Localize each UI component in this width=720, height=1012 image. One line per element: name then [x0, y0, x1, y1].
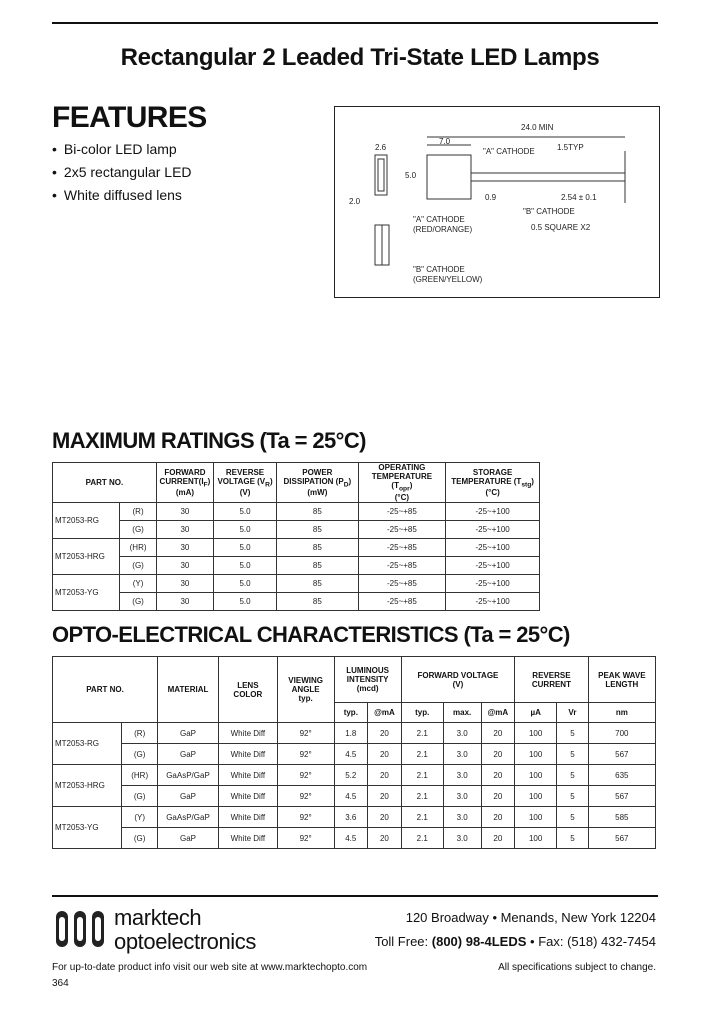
sub-header: µA — [515, 703, 557, 723]
wavelength-cell: 567 — [588, 744, 655, 765]
ir-cell: 100 — [515, 744, 557, 765]
vf-ma-cell: 20 — [481, 765, 515, 786]
dim-5-label: 5.0 — [405, 171, 417, 180]
vr-cell: 5.0 — [213, 574, 276, 592]
topr-cell: -25~+85 — [358, 538, 446, 556]
table-row — [53, 592, 540, 610]
material-cell: GaP — [158, 828, 219, 849]
ir-cell: 100 — [515, 807, 557, 828]
footer-disclaimer: All specifications subject to change. — [498, 962, 656, 973]
topr-cell: -25~+85 — [358, 502, 446, 520]
wavelength-cell: 567 — [588, 828, 655, 849]
dim-24-label: 24.0 MIN — [521, 123, 554, 132]
part-no-cell: MT2053-YG — [53, 574, 120, 610]
tstg-cell: -25~+100 — [446, 502, 540, 520]
color-cell: (R) — [120, 502, 157, 520]
col-viewing-angle: VIEWING ANGLE typ. — [277, 657, 334, 723]
vf-max-cell: 3.0 — [443, 765, 481, 786]
table-row — [53, 723, 656, 744]
part-no-cell: MT2053-HRG — [53, 538, 120, 574]
sub-header: Vr — [557, 703, 589, 723]
angle-cell: 92° — [277, 723, 334, 744]
wavelength-cell: 567 — [588, 786, 655, 807]
max-ratings-heading: MAXIMUM RATINGS (Ta = 25°C) — [52, 428, 366, 453]
dim-09-label: 0.9 — [485, 193, 497, 202]
pd-cell: 85 — [277, 556, 359, 574]
vf-max-cell: 3.0 — [443, 723, 481, 744]
pd-cell: 85 — [277, 520, 359, 538]
table-row — [53, 556, 540, 574]
ir-cell: 100 — [515, 828, 557, 849]
square-label: 0.5 SQUARE X2 — [531, 223, 591, 232]
vf-typ-cell: 2.1 — [401, 807, 443, 828]
angle-cell: 92° — [277, 828, 334, 849]
col-reverse-voltage: REVERSE VOLTAGE $(V_R)$ (V) — [213, 463, 276, 503]
tstg-cell: -25~+100 — [446, 538, 540, 556]
col-peak-wave: PEAK WAVE LENGTH — [588, 657, 655, 703]
pd-cell: 85 — [277, 574, 359, 592]
feature-item: • White diffused lens — [52, 184, 192, 207]
angle-cell: 92° — [277, 765, 334, 786]
color-cell: (G) — [122, 786, 158, 807]
vf-max-cell: 3.0 — [443, 828, 481, 849]
vr-cell: 5 — [557, 828, 589, 849]
vf-typ-cell: 2.1 — [401, 828, 443, 849]
company-address: 120 Broadway • Menands, New York 12204 — [405, 910, 656, 925]
company-name: marktech — [114, 905, 202, 930]
material-cell: GaAsP/GaP — [158, 765, 219, 786]
led-front-view — [375, 155, 387, 195]
lens-cell: White Diff — [218, 828, 277, 849]
lens-cell: White Diff — [218, 786, 277, 807]
ir-cell: 100 — [515, 765, 557, 786]
lum-ma-cell: 20 — [368, 723, 402, 744]
pd-cell: 85 — [277, 502, 359, 520]
vr-cell: 5.0 — [213, 520, 276, 538]
col-material: MATERIAL — [158, 657, 219, 723]
a-color-label: (RED/ORANGE) — [413, 225, 473, 234]
footer-rule — [52, 895, 658, 897]
col-luminous-intensity: LUMINOUS INTENSITY (mcd) — [334, 657, 401, 703]
color-cell: (G) — [120, 592, 157, 610]
opto-table — [52, 656, 656, 849]
lens-cell: White Diff — [218, 723, 277, 744]
material-cell: GaP — [158, 744, 219, 765]
lum-cell: 4.5 — [334, 744, 368, 765]
feature-item: • Bi-color LED lamp — [52, 138, 192, 161]
vr-cell: 5.0 — [213, 592, 276, 610]
vf-typ-cell: 2.1 — [401, 744, 443, 765]
dim-26-label: 2.6 — [375, 143, 387, 152]
topr-cell: -25~+85 — [358, 556, 446, 574]
vr-cell: 5 — [557, 723, 589, 744]
col-forward-current: FORWARD $CURRENT(I_F)$ (mA) — [156, 463, 213, 503]
lum-cell: 1.8 — [334, 723, 368, 744]
sub-header: @mA — [368, 703, 402, 723]
vf-ma-cell: 20 — [481, 723, 515, 744]
if-cell: 30 — [156, 574, 213, 592]
lens-cell: White Diff — [218, 807, 277, 828]
top-rule — [52, 22, 658, 24]
lum-ma-cell: 20 — [368, 828, 402, 849]
color-cell: (G) — [122, 744, 158, 765]
vf-typ-cell: 2.1 — [401, 786, 443, 807]
lens-cell: White Diff — [218, 765, 277, 786]
b-color-label: (GREEN/YELLOW) — [413, 275, 483, 284]
table-row — [53, 807, 656, 828]
vr-cell: 5.0 — [213, 556, 276, 574]
lum-ma-cell: 20 — [368, 765, 402, 786]
angle-cell: 92° — [277, 744, 334, 765]
vr-cell: 5.0 — [213, 502, 276, 520]
if-cell: 30 — [156, 502, 213, 520]
table-row — [53, 828, 656, 849]
vf-ma-cell: 20 — [481, 807, 515, 828]
a-cathode-top-label: "A" CATHODE — [483, 147, 535, 156]
lum-cell: 4.5 — [334, 828, 368, 849]
dim-254-label: 2.54 ± 0.1 — [561, 193, 597, 202]
table-row — [53, 520, 540, 538]
outline-diagram — [335, 107, 659, 297]
company-phone: Toll Free: (800) 98-4LEDS • Fax: (518) 432-7454 — [374, 934, 656, 949]
tstg-cell: -25~+100 — [446, 574, 540, 592]
if-cell: 30 — [156, 556, 213, 574]
vf-ma-cell: 20 — [481, 786, 515, 807]
lum-cell: 5.2 — [334, 765, 368, 786]
angle-cell: 92° — [277, 786, 334, 807]
ir-cell: 100 — [515, 723, 557, 744]
b-cathode-label: "B" CATHODE — [413, 265, 465, 274]
sub-header: @mA — [481, 703, 515, 723]
vr-cell: 5 — [557, 807, 589, 828]
sub-header: typ. — [401, 703, 443, 723]
topr-cell: -25~+85 — [358, 592, 446, 610]
ir-cell: 100 — [515, 786, 557, 807]
vf-typ-cell: 2.1 — [401, 765, 443, 786]
vr-cell: 5.0 — [213, 538, 276, 556]
company-logo-icon — [54, 905, 110, 951]
lum-cell: 3.6 — [334, 807, 368, 828]
topr-cell: -25~+85 — [358, 574, 446, 592]
col-power-dissipation: POWER DISSIPATION $(P_D)$ (mW) — [277, 463, 359, 503]
tstg-cell: -25~+100 — [446, 520, 540, 538]
if-cell: 30 — [156, 520, 213, 538]
vf-typ-cell: 2.1 — [401, 723, 443, 744]
color-cell: (Y) — [120, 574, 157, 592]
part-no-cell: MT2053-RG — [53, 502, 120, 538]
col-part-no: PART NO. — [53, 463, 157, 503]
table-row — [53, 502, 540, 520]
vr-cell: 5 — [557, 744, 589, 765]
col-reverse-current: REVERSE CURRENT — [515, 657, 589, 703]
topr-cell: -25~+85 — [358, 520, 446, 538]
color-cell: (HR) — [122, 765, 158, 786]
col-storage-temp: STORAGE TEMPERATURE $(T_{stg})$ (°C) — [446, 463, 540, 503]
table-row — [53, 744, 656, 765]
lens-cell: White Diff — [218, 744, 277, 765]
part-no-cell: MT2053-YG — [53, 807, 122, 849]
color-cell: (Y) — [122, 807, 158, 828]
features-heading: FEATURES — [52, 101, 207, 134]
material-cell: GaP — [158, 786, 219, 807]
color-cell: (G) — [120, 520, 157, 538]
max-ratings-table — [52, 462, 540, 611]
table-row — [53, 765, 656, 786]
features-list — [52, 138, 192, 207]
page-title: Rectangular 2 Leaded Tri-State LED Lamps — [120, 44, 600, 71]
lum-cell: 4.5 — [334, 786, 368, 807]
table-row — [53, 574, 540, 592]
sub-header: nm — [588, 703, 655, 723]
pd-cell: 85 — [277, 538, 359, 556]
vf-max-cell: 3.0 — [443, 786, 481, 807]
color-cell: (G) — [122, 828, 158, 849]
col-part-no: PART NO. — [53, 657, 158, 723]
dim-2-label: 2.0 — [349, 197, 361, 206]
page-number: 364 — [52, 978, 69, 989]
vr-cell: 5 — [557, 765, 589, 786]
color-cell: (R) — [122, 723, 158, 744]
if-cell: 30 — [156, 592, 213, 610]
material-cell: GaAsP/GaP — [158, 807, 219, 828]
led-side-body — [427, 155, 471, 199]
vr-cell: 5 — [557, 786, 589, 807]
tstg-cell: -25~+100 — [446, 556, 540, 574]
b-cathode-right-label: "B" CATHODE — [523, 207, 575, 216]
dimension-drawing — [334, 106, 660, 298]
if-cell: 30 — [156, 538, 213, 556]
sub-header: max. — [443, 703, 481, 723]
color-cell: (G) — [120, 556, 157, 574]
col-operating-temp: OPERATING TEMPERATURE $(T_{opr})$ (°C) — [358, 463, 446, 503]
lum-ma-cell: 20 — [368, 807, 402, 828]
color-cell: (HR) — [120, 538, 157, 556]
wavelength-cell: 635 — [588, 765, 655, 786]
material-cell: GaP — [158, 723, 219, 744]
footer-website-note: For up-to-date product info visit our web site at www.marktechopto.com — [52, 962, 368, 973]
feature-item: • 2x5 rectangular LED — [52, 161, 192, 184]
col-lens-color: LENS COLOR — [218, 657, 277, 723]
a-cathode-label: "A" CATHODE — [413, 215, 465, 224]
vf-ma-cell: 20 — [481, 744, 515, 765]
table-row — [53, 538, 540, 556]
sub-header: typ. — [334, 703, 368, 723]
part-no-cell: MT2053-HRG — [53, 765, 122, 807]
tstg-cell: -25~+100 — [446, 592, 540, 610]
opto-heading: OPTO-ELECTRICAL CHARACTERISTICS (Ta = 25°C) — [52, 622, 570, 647]
vf-ma-cell: 20 — [481, 828, 515, 849]
company-subname: optoelectronics — [114, 929, 256, 954]
table-row — [53, 786, 656, 807]
dim-15typ-label: 1.5TYP — [557, 143, 584, 152]
wavelength-cell: 700 — [588, 723, 655, 744]
vf-max-cell: 3.0 — [443, 807, 481, 828]
wavelength-cell: 585 — [588, 807, 655, 828]
angle-cell: 92° — [277, 807, 334, 828]
lum-ma-cell: 20 — [368, 744, 402, 765]
dim-7-label: 7.0 — [439, 137, 451, 146]
lum-ma-cell: 20 — [368, 786, 402, 807]
vf-max-cell: 3.0 — [443, 744, 481, 765]
pd-cell: 85 — [277, 592, 359, 610]
part-no-cell: MT2053-RG — [53, 723, 122, 765]
col-forward-voltage: FORWARD VOLTAGE (V) — [401, 657, 514, 703]
